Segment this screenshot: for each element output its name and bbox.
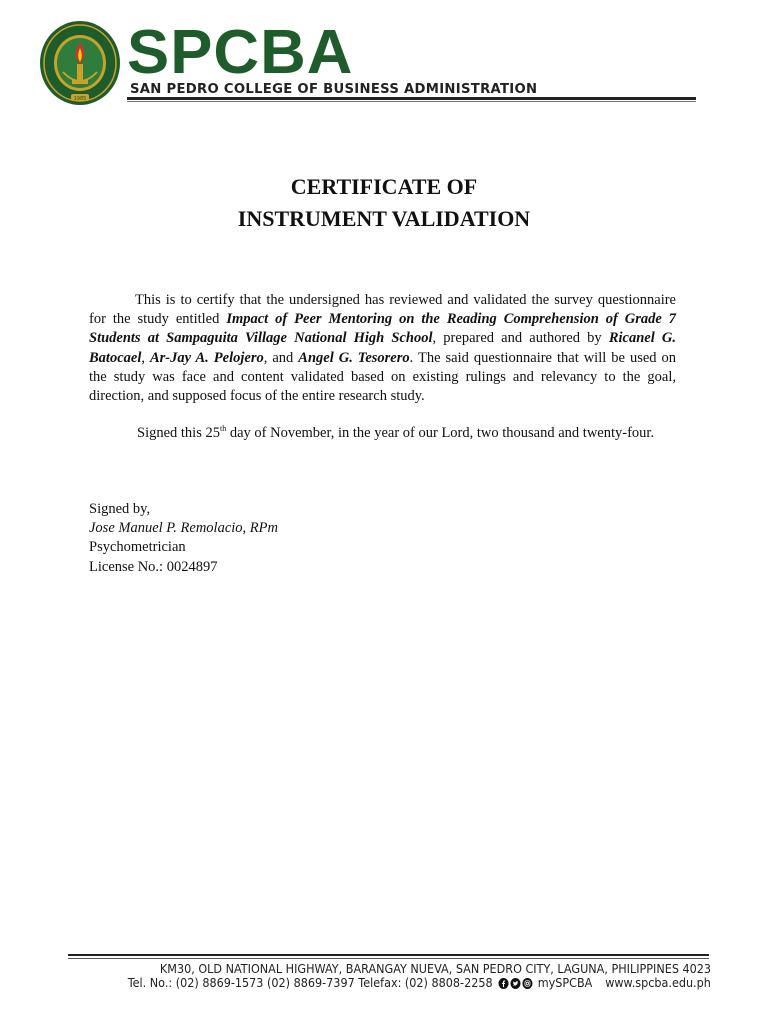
title-line-1: CERTIFICATE OF — [290, 174, 478, 199]
header-rule-thin — [127, 101, 696, 102]
seal-year: 1985 — [73, 96, 87, 102]
header-rule — [127, 97, 696, 100]
footer-website[interactable]: www.spcba.edu.ph — [605, 976, 711, 990]
footer-contact-line — [128, 976, 711, 990]
footer-phone: Tel. No.: (02) 8869-1573 (02) 8869-7397 Telefax: (02) 8808-2258 — [127, 976, 493, 990]
footer-rule-thin — [68, 958, 709, 959]
author-3: Angel G. Tesorero — [298, 349, 410, 366]
signatory-name: Jose Manuel P. Remolacio, RPm — [89, 520, 278, 537]
twitter-icon — [510, 978, 520, 989]
college-seal-icon — [39, 20, 121, 106]
instagram-icon — [522, 978, 532, 989]
study-title: Impact of Peer Mentoring on the Reading Comprehension of Grade 7 Students at Sampaguita Village National High School — [89, 311, 676, 347]
brand-logo-text: SPCBA — [127, 18, 354, 87]
footer-social-handle: mySPCBA — [537, 976, 593, 990]
signed-by-label: Signed by, — [89, 501, 151, 517]
signatory-role: Psychometrician — [89, 539, 186, 556]
title-line-2: INSTRUMENT VALIDATION — [237, 206, 531, 231]
certification-paragraph: This is to certify that the undersigned has reviewed and validated the survey questionnaire for the study entitled Impact of Peer Mentoring on the Reading Comprehension of Grade 7 Students at Sampaguita Village National High School, prepared and authored by Ricanel G. Batocael, Ar-Jay A. Pelojero, and Angel G. Tesorero. The said questionnaire that will be used on the study was face and content validated based on existing rulings and relevancy to the goal, direction, and supposed focus of the entire research study. — [89, 292, 677, 405]
author-1: Ricanel G. Batocael — [89, 330, 676, 366]
facebook-icon — [498, 978, 508, 989]
footer-address: KM30, OLD NATIONAL HIGHWAY, BARANGAY NUEVA, SAN PEDRO CITY, LAGUNA, PHILIPPINES 4023 — [159, 962, 711, 976]
college-name: SAN PEDRO COLLEGE OF BUSINESS ADMINISTRATION — [130, 82, 538, 97]
social-icons — [498, 978, 532, 989]
license-number: License No.: 0024897 — [89, 558, 218, 575]
author-2: Ar-Jay A. Pelojero — [149, 349, 264, 366]
signature-block — [89, 500, 278, 577]
signed-date-paragraph: Signed this 25th day of November, in the year of our Lord, two thousand and twenty-four. — [137, 424, 655, 441]
footer-rule — [68, 954, 709, 956]
